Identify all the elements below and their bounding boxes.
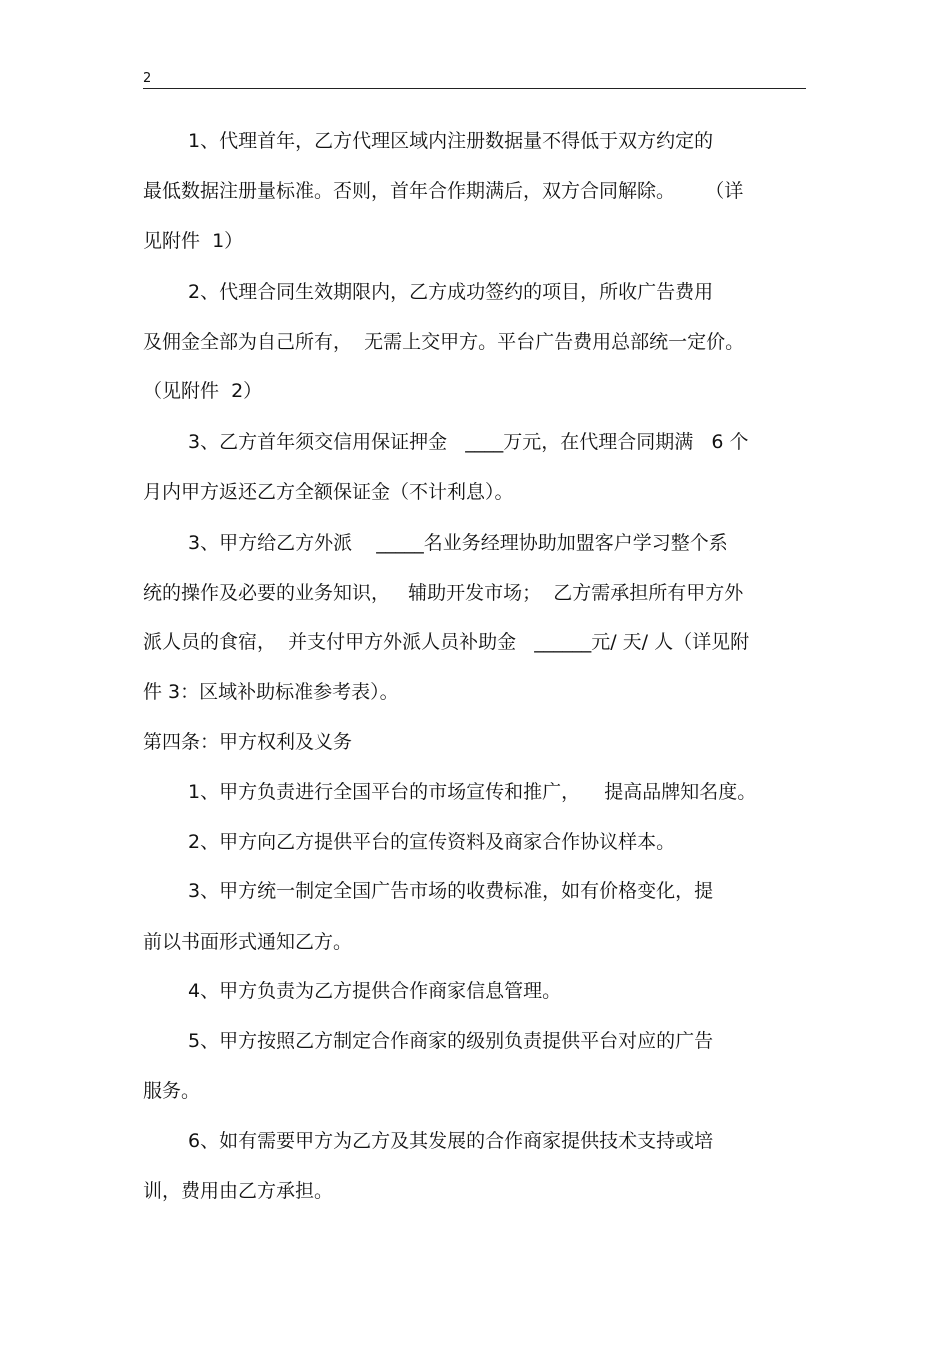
text-line: 3、甲方给乙方外派 _____名业务经理协助加盟客户学习整个系 [188,532,728,554]
header-rule [143,88,806,89]
text-line: 5、甲方按照乙方制定合作商家的级别负责提供平台对应的广告 [188,1030,714,1052]
section-heading: 第四条：甲方权利及义务 [143,731,353,753]
text-line: 见附件 1） [143,230,244,252]
text-line: （见附件 2） [143,380,263,402]
text-line: 训，费用由乙方承担。 [143,1180,334,1202]
text-line: 3、甲方统一制定全国广告市场的收费标准，如有价格变化，提 [188,880,714,902]
text-line: 最低数据注册量标准。否则，首年合作期满后，双方合同解除。 （详 [143,180,744,202]
text-line: 1、甲方负责进行全国平台的市场宣传和推广， 提高品牌知名度。 [188,781,757,803]
text-line: 4、甲方负责为乙方提供合作商家信息管理。 [188,980,562,1002]
text-line: 3、乙方首年须交信用保证押金 ____万元，在代理合同期满 6 个 [188,431,749,453]
text-line: 月内甲方返还乙方全额保证金（不计利息）。 [143,481,514,503]
text-line: 件 3：区域补助标准参考表）。 [143,681,399,703]
text-line: 及佣金全部为自己所有， 无需上交甲方。平台广告费用总部统一定价。 [143,331,745,353]
text-line: 前以书面形式通知乙方。 [143,931,353,953]
text-line: 服务。 [143,1080,201,1102]
text-line: 2、甲方向乙方提供平台的宣传资料及商家合作协议样本。 [188,831,676,853]
text-line: 2、代理合同生效期限内，乙方成功签约的项目，所收广告费用 [188,281,714,303]
text-line: 6、如有需要甲方为乙方及其发展的合作商家提供技术支持或培 [188,1130,714,1152]
text-line: 统的操作及必要的业务知识， 辅助开发市场； 乙方需承担所有甲方外 [143,582,744,604]
text-line: 派人员的食宿， 并支付甲方外派人员补助金 ______元/ 天/ 人（详见附 [143,631,750,653]
text-line: 1、代理首年，乙方代理区域内注册数据量不得低于双方约定的 [188,130,714,152]
page-number: 2 [143,71,152,86]
